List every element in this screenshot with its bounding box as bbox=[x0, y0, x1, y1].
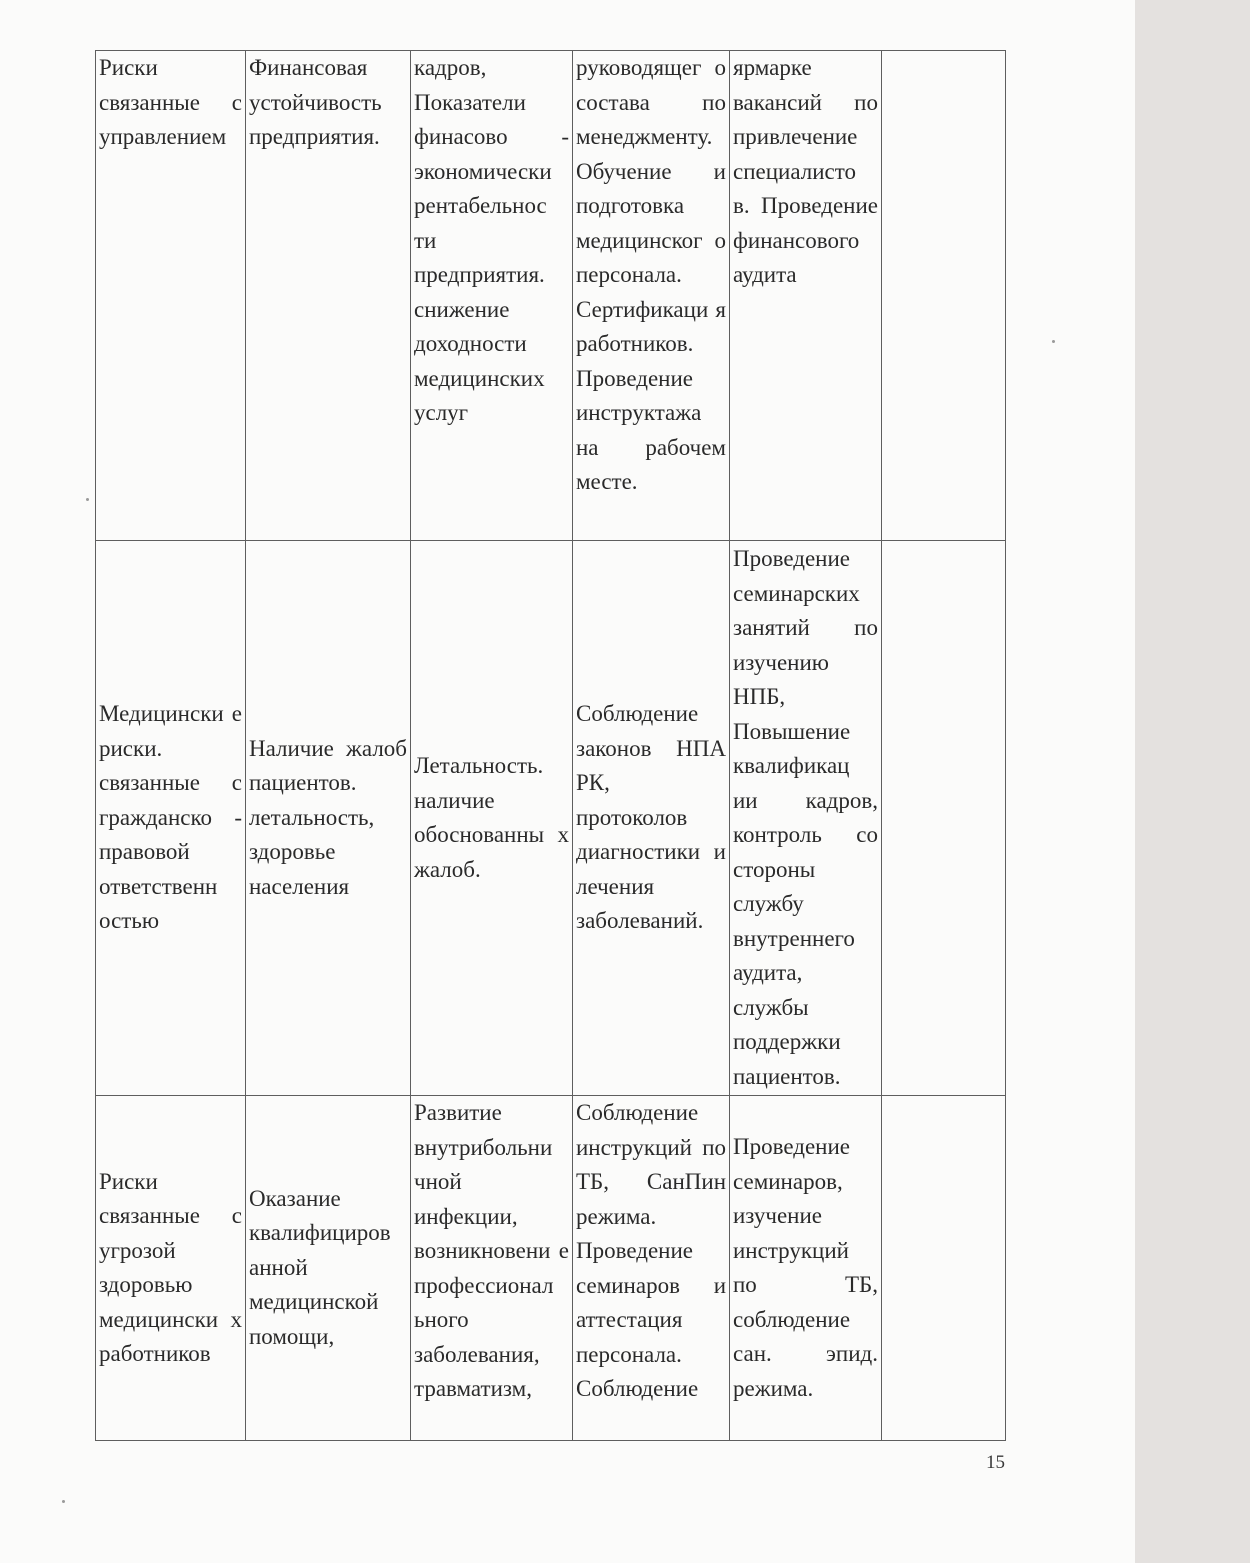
table-cell-indicators: Летальность. наличие обоснованны х жалоб. bbox=[411, 541, 573, 1096]
table-cell-measures: Соблюдение законов НПА РК, протоколов диагностики и лечения заболеваний. bbox=[573, 541, 730, 1096]
table-cell-empty bbox=[882, 51, 1006, 541]
table-cell-indicators: Развитие внутрибольни чной инфекции, возникновени е профессионал ьного заболевания, травматизм, bbox=[411, 1096, 573, 1441]
table-cell-criteria: Наличие жалоб пациентов. летальность, здоровье населения bbox=[246, 541, 411, 1096]
table-cell-measures: Соблюдение инструкций по ТБ, СанПин режима. Проведение семинаров и аттестация персонала. Соблюдение bbox=[573, 1096, 730, 1441]
table-cell-actions: Проведение семинарских занятий по изучению НПБ, Повышение квалификац ии кадров, контроль со стороны службу внутреннего аудита, службы поддержки пациентов. bbox=[730, 541, 882, 1096]
table-row bbox=[96, 51, 1006, 541]
risk-table bbox=[95, 50, 1006, 1441]
table-cell-criteria: Финансовая устойчивость предприятия. bbox=[246, 51, 411, 541]
scan-edge bbox=[1135, 0, 1250, 1563]
table-cell-risk-name: Риски связанные с угрозой здоровью медицински х работников bbox=[96, 1096, 246, 1441]
scan-speck bbox=[1052, 340, 1055, 343]
scan-speck bbox=[62, 1500, 65, 1503]
table-cell-risk-name: Медицински е риски. связанные с гражданско - правовой ответственн остью bbox=[96, 541, 246, 1096]
table-row bbox=[96, 1096, 1006, 1441]
table-cell-indicators: кадров, Показатели финасово - экономически рентабельнос ти предприятия. снижение доходности медицинских услуг bbox=[411, 51, 573, 541]
table-cell-criteria: Оказание квалифициров анной медицинской помощи, bbox=[246, 1096, 411, 1441]
table-cell-measures: руководящег о состава по менеджменту. Обучение и подготовка медицинског о персонала. Сертификаци я работников. Проведение инструктажа на рабочем месте. bbox=[573, 51, 730, 541]
table-row bbox=[96, 541, 1006, 1096]
page-number: 15 bbox=[986, 1452, 1005, 1473]
scan-speck bbox=[86, 498, 89, 501]
table-cell-actions: Проведение семинаров, изучение инструкций по ТБ, соблюдение сан. эпид. режима. bbox=[730, 1096, 882, 1441]
table-cell-actions: ярмарке вакансий по привлечение специалисто в. Проведение финансового аудита bbox=[730, 51, 882, 541]
table-cell-risk-name: Риски связанные с управлением bbox=[96, 51, 246, 541]
table-cell-empty bbox=[882, 1096, 1006, 1441]
table-cell-empty bbox=[882, 541, 1006, 1096]
